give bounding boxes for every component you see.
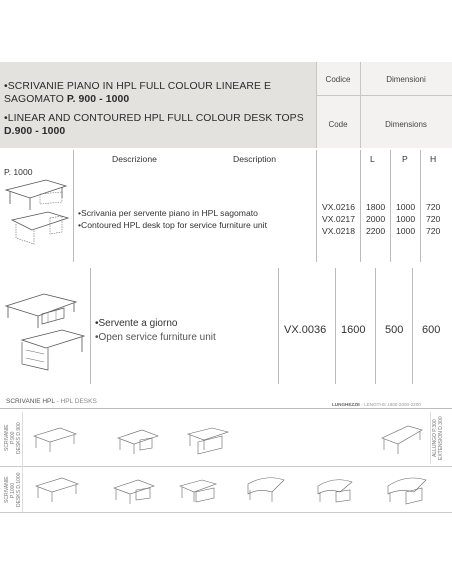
- section-hpl-desks-en: - HPL DESKS: [54, 398, 97, 405]
- footer-rule: [430, 412, 431, 464]
- dimensioni-label: Dimensioni: [386, 75, 426, 84]
- row1-H-value: 720: [426, 226, 441, 236]
- desk-thumb-icon: [382, 426, 422, 454]
- header-divider: [316, 95, 452, 96]
- row-label-d900-en: DESKS D.900: [16, 422, 22, 454]
- footer-rule: [22, 412, 23, 512]
- col-P: P: [402, 154, 408, 164]
- row1-code: VX.0217: [322, 214, 355, 224]
- title-italian-text: •SCRIVANIE PIANO IN HPL FULL COLOUR LINEARE E SAGOMATO: [4, 81, 272, 105]
- row-label-d1000: [4, 472, 22, 508]
- table-rule: [90, 268, 91, 384]
- table-rule: [278, 268, 279, 384]
- row2-desc-it: •Servente a giorno: [95, 318, 178, 329]
- section-p1000: P. 1000: [4, 167, 33, 177]
- extension-label-en: EXTENSION D.300: [438, 416, 444, 460]
- table-rule: [335, 268, 336, 384]
- row1-H-value: 720: [426, 202, 441, 212]
- footer-rule: [0, 512, 452, 513]
- table-rule: [390, 150, 391, 262]
- extension-label-it: ALLUNGO P.300: [432, 419, 438, 457]
- title-english-range: D.900 - 1000: [4, 126, 66, 137]
- row2-desc-en: •Open service furniture unit: [95, 332, 216, 343]
- col-L: L: [370, 154, 375, 164]
- row1-L-value: 2000: [366, 214, 386, 224]
- row2-H: 600: [422, 324, 441, 336]
- title-italian-range: P. 900 - 1000: [66, 94, 130, 105]
- row2-P: 500: [385, 324, 404, 336]
- desk-thumb-icon: [114, 480, 154, 504]
- col-descrizione: Descrizione: [112, 154, 157, 164]
- desk-drawing-icon: [2, 172, 72, 252]
- row1-desc-en: •Contoured HPL desk top for service furniture unit: [78, 220, 267, 230]
- section-hpl-desks-it: SCRIVANIE HPL: [6, 398, 55, 405]
- row1-P-value: 1000: [396, 226, 416, 236]
- title-english: [4, 112, 304, 138]
- section-hpl-desks: [6, 398, 97, 405]
- desk-thumb-icon: [388, 478, 426, 504]
- lengths-note: [332, 402, 421, 407]
- row1-P-value: 1000: [396, 202, 416, 212]
- row1-code: VX.0216: [322, 202, 355, 212]
- row-label-d1000-it: SCRIVANIE P.1000: [4, 476, 16, 504]
- desk-thumbnails-d1000: [26, 470, 446, 510]
- title-italian: [4, 80, 304, 106]
- title-english-text: •LINEAR AND CONTOURED HPL FULL COLOUR DESK TOPS: [4, 113, 304, 124]
- desk-thumb-icon: [318, 480, 352, 502]
- desk-thumb-icon: [180, 480, 216, 502]
- desk-thumb-icon: [188, 428, 228, 454]
- dimensions-label: Dimensions: [385, 120, 427, 129]
- desk-thumb-icon: [118, 430, 158, 454]
- row-label-d1000-en: DESKS D.1000: [16, 472, 22, 508]
- row-label-d900: [4, 420, 22, 456]
- row2-L: 1600: [341, 324, 366, 336]
- footer-rule: [0, 466, 452, 467]
- desk-thumb-icon: [36, 478, 78, 502]
- row1-desc-it: •Scrivania per servente piano in HPL sagomato: [78, 208, 258, 218]
- table-rule: [73, 150, 74, 262]
- table-rule: [412, 268, 413, 384]
- row2-code: VX.0036: [284, 324, 327, 336]
- service-unit-drawing-icon: [2, 284, 88, 376]
- extension-label: [432, 416, 444, 460]
- lengths-label: LUNGHEZZE: [332, 402, 361, 407]
- row-label-d900-it: SCRIVANIE P.900: [4, 424, 16, 452]
- row1-L-value: 2200: [366, 226, 386, 236]
- table-rule: [375, 268, 376, 384]
- row1-P: [396, 201, 415, 237]
- row1-H-value: 720: [426, 214, 441, 224]
- codice-label: Codice: [325, 75, 351, 84]
- row1-L-value: 1800: [366, 202, 386, 212]
- row1-codes: [322, 201, 355, 237]
- desk-thumb-icon: [248, 478, 284, 502]
- table-rule: [316, 150, 317, 262]
- row1-L: [366, 201, 385, 237]
- row1-code: VX.0218: [322, 226, 355, 236]
- row1-H: [426, 201, 440, 237]
- col-description: Description: [233, 154, 276, 164]
- footer-rule: [0, 408, 452, 409]
- lengths-values: - LENGTHS 1800-2000-2200: [360, 402, 421, 407]
- table-rule: [420, 150, 421, 262]
- row1-P-value: 1000: [396, 214, 416, 224]
- desk-thumb-icon: [34, 428, 76, 452]
- col-H: H: [430, 154, 437, 164]
- table-rule: [360, 150, 361, 262]
- desk-thumbnails-d900: [26, 418, 430, 462]
- code-label: Code: [328, 120, 348, 129]
